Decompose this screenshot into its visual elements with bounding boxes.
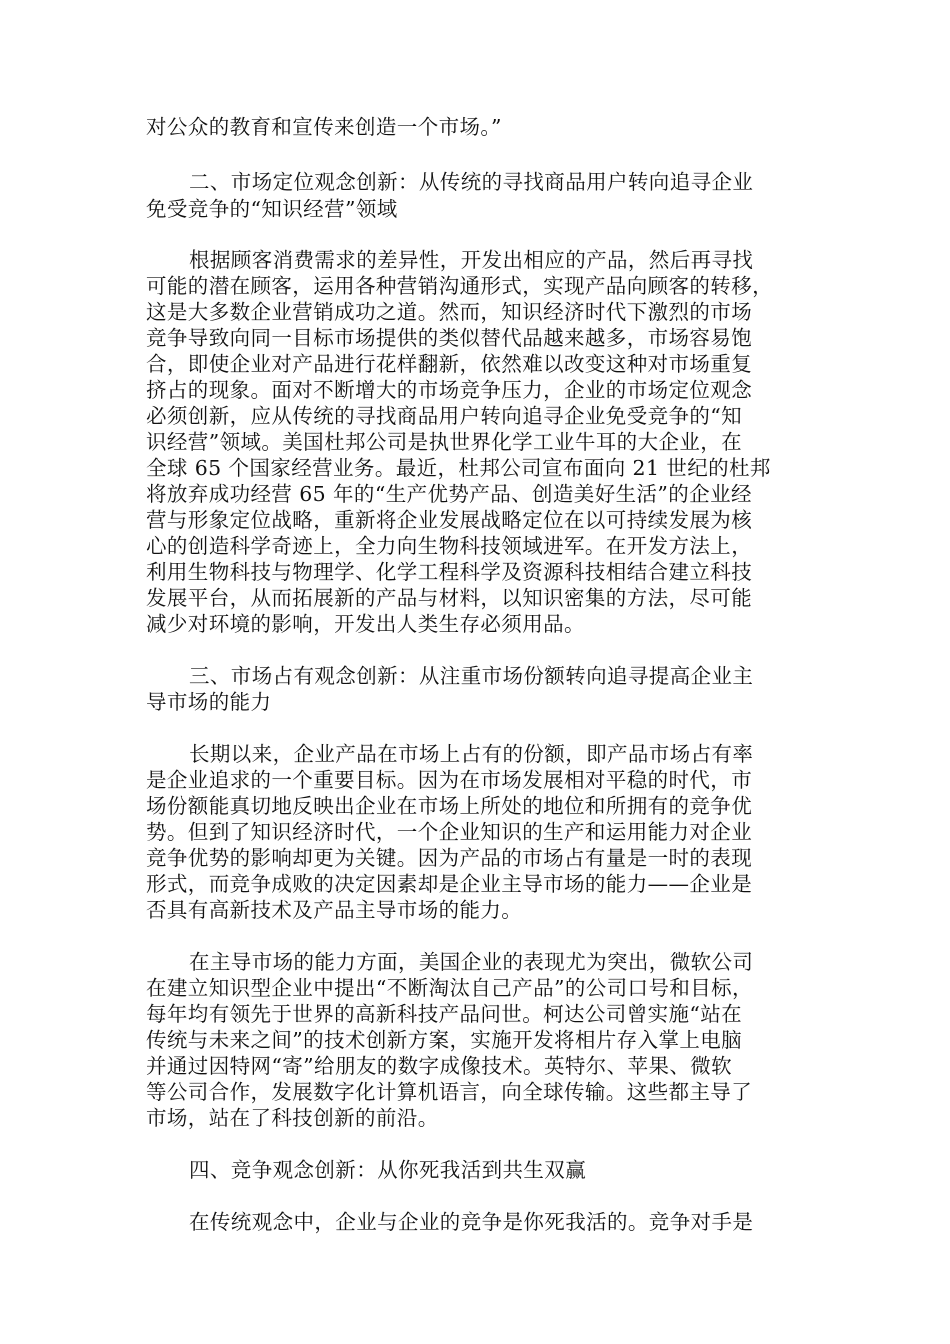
text-line: 否具有高新技术及产品主导市场的能力。 [146,898,523,922]
text-line: 识经营”领域。美国杜邦公司是执世界化学工业牛耳的大企业，在 [146,430,743,454]
text-line: 市场，站在了科技创新的前沿。 [146,1106,439,1130]
text-line: 心的创造科学奇迹上，全力向生物科技领域进军。在开发方法上， [146,534,753,558]
section-heading-2: 二、市场定位观念创新：从传统的寻找商品用户转向追寻企业 [189,170,754,194]
section-heading-3: 三、市场占有观念创新：从注重市场份额转向追寻提高企业主 [189,664,754,688]
section-heading-3-cont: 导市场的能力 [146,690,272,714]
text-line: 形式，而竞争成败的决定因素却是企业主导市场的能力——企业是 [146,872,753,896]
text-line: 场份额能真切地反映出企业在市场上所处的地位和所拥有的竞争优 [146,794,753,818]
text-line: 是企业追求的一个重要目标。因为在市场发展相对平稳的时代，市 [146,768,753,792]
text-line: 全球 65 个国家经营业务。最近，杜邦公司宣布面向 21 世纪的杜邦 [146,456,771,480]
section-heading-4: 四、竞争观念创新：从你死我活到共生双赢 [189,1158,587,1182]
text-line: 对公众的教育和宣传来创造一个市场。” [146,115,502,139]
text-line: 将放弃成功经营 65 年的“生产优势产品、创造美好生活”的企业经 [146,482,752,506]
text-line: 这是大多数企业营销成功之道。然而，知识经济时代下激烈的市场 [146,300,753,324]
text-line: 等公司合作，发展数字化计算机语言，向全球传输。这些都主导了 [146,1080,753,1104]
text-line: 势。但到了知识经济时代，一个企业知识的生产和运用能力对企业 [146,820,753,844]
text-line: 在建立知识型企业中提出“不断淘汰自己产品”的公司口号和目标， [146,976,753,1000]
text-line: 并通过因特网“寄”给朋友的数字成像技术。英特尔、苹果、微软 [146,1054,733,1078]
text-line: 可能的潜在顾客，运用各种营销沟通形式，实现产品向顾客的转移， [146,274,773,298]
text-line: 长期以来，企业产品在市场上占有的份额，即产品市场占有率 [189,742,754,766]
text-line: 减少对环境的影响，开发出人类生存必须用品。 [146,612,585,636]
text-line: 竞争优势的影响却更为关键。因为产品的市场占有量是一时的表现 [146,846,753,870]
text-line: 传统与未来之间”的技术创新方案，实施开发将相片存入掌上电脑 [146,1028,743,1052]
text-line: 竞争导致向同一目标市场提供的类似替代品越来越多，市场容易饱 [146,326,753,350]
text-line: 发展平台，从而拓展新的产品与材料，以知识密集的方法，尽可能 [146,586,753,610]
text-line: 必须创新，应从传统的寻找商品用户转向追寻企业免受竞争的“知 [146,404,743,428]
text-line: 合，即使企业对产品进行花样翻新，依然难以改变这种对市场重复 [146,352,753,376]
text-line: 在主导市场的能力方面，美国企业的表现尤为突出，微软公司 [189,950,754,974]
text-line: 在传统观念中，企业与企业的竞争是你死我活的。竞争对手是 [189,1210,754,1234]
text-line: 利用生物科技与物理学、化学工程科学及资源科技相结合建立科技 [146,560,753,584]
text-line: 每年均有领先于世界的高新科技产品问世。柯达公司曾实施“站在 [146,1002,743,1026]
text-line: 营与形象定位战略，重新将企业发展战略定位在以可持续发展为核 [146,508,753,532]
text-line: 挤占的现象。面对不断增大的市场竞争压力，企业的市场定位观念 [146,378,753,402]
text-line: 根据顾客消费需求的差异性，开发出相应的产品，然后再寻找 [189,248,754,272]
section-heading-2-cont: 免受竞争的“知识经营”领域 [146,197,398,221]
